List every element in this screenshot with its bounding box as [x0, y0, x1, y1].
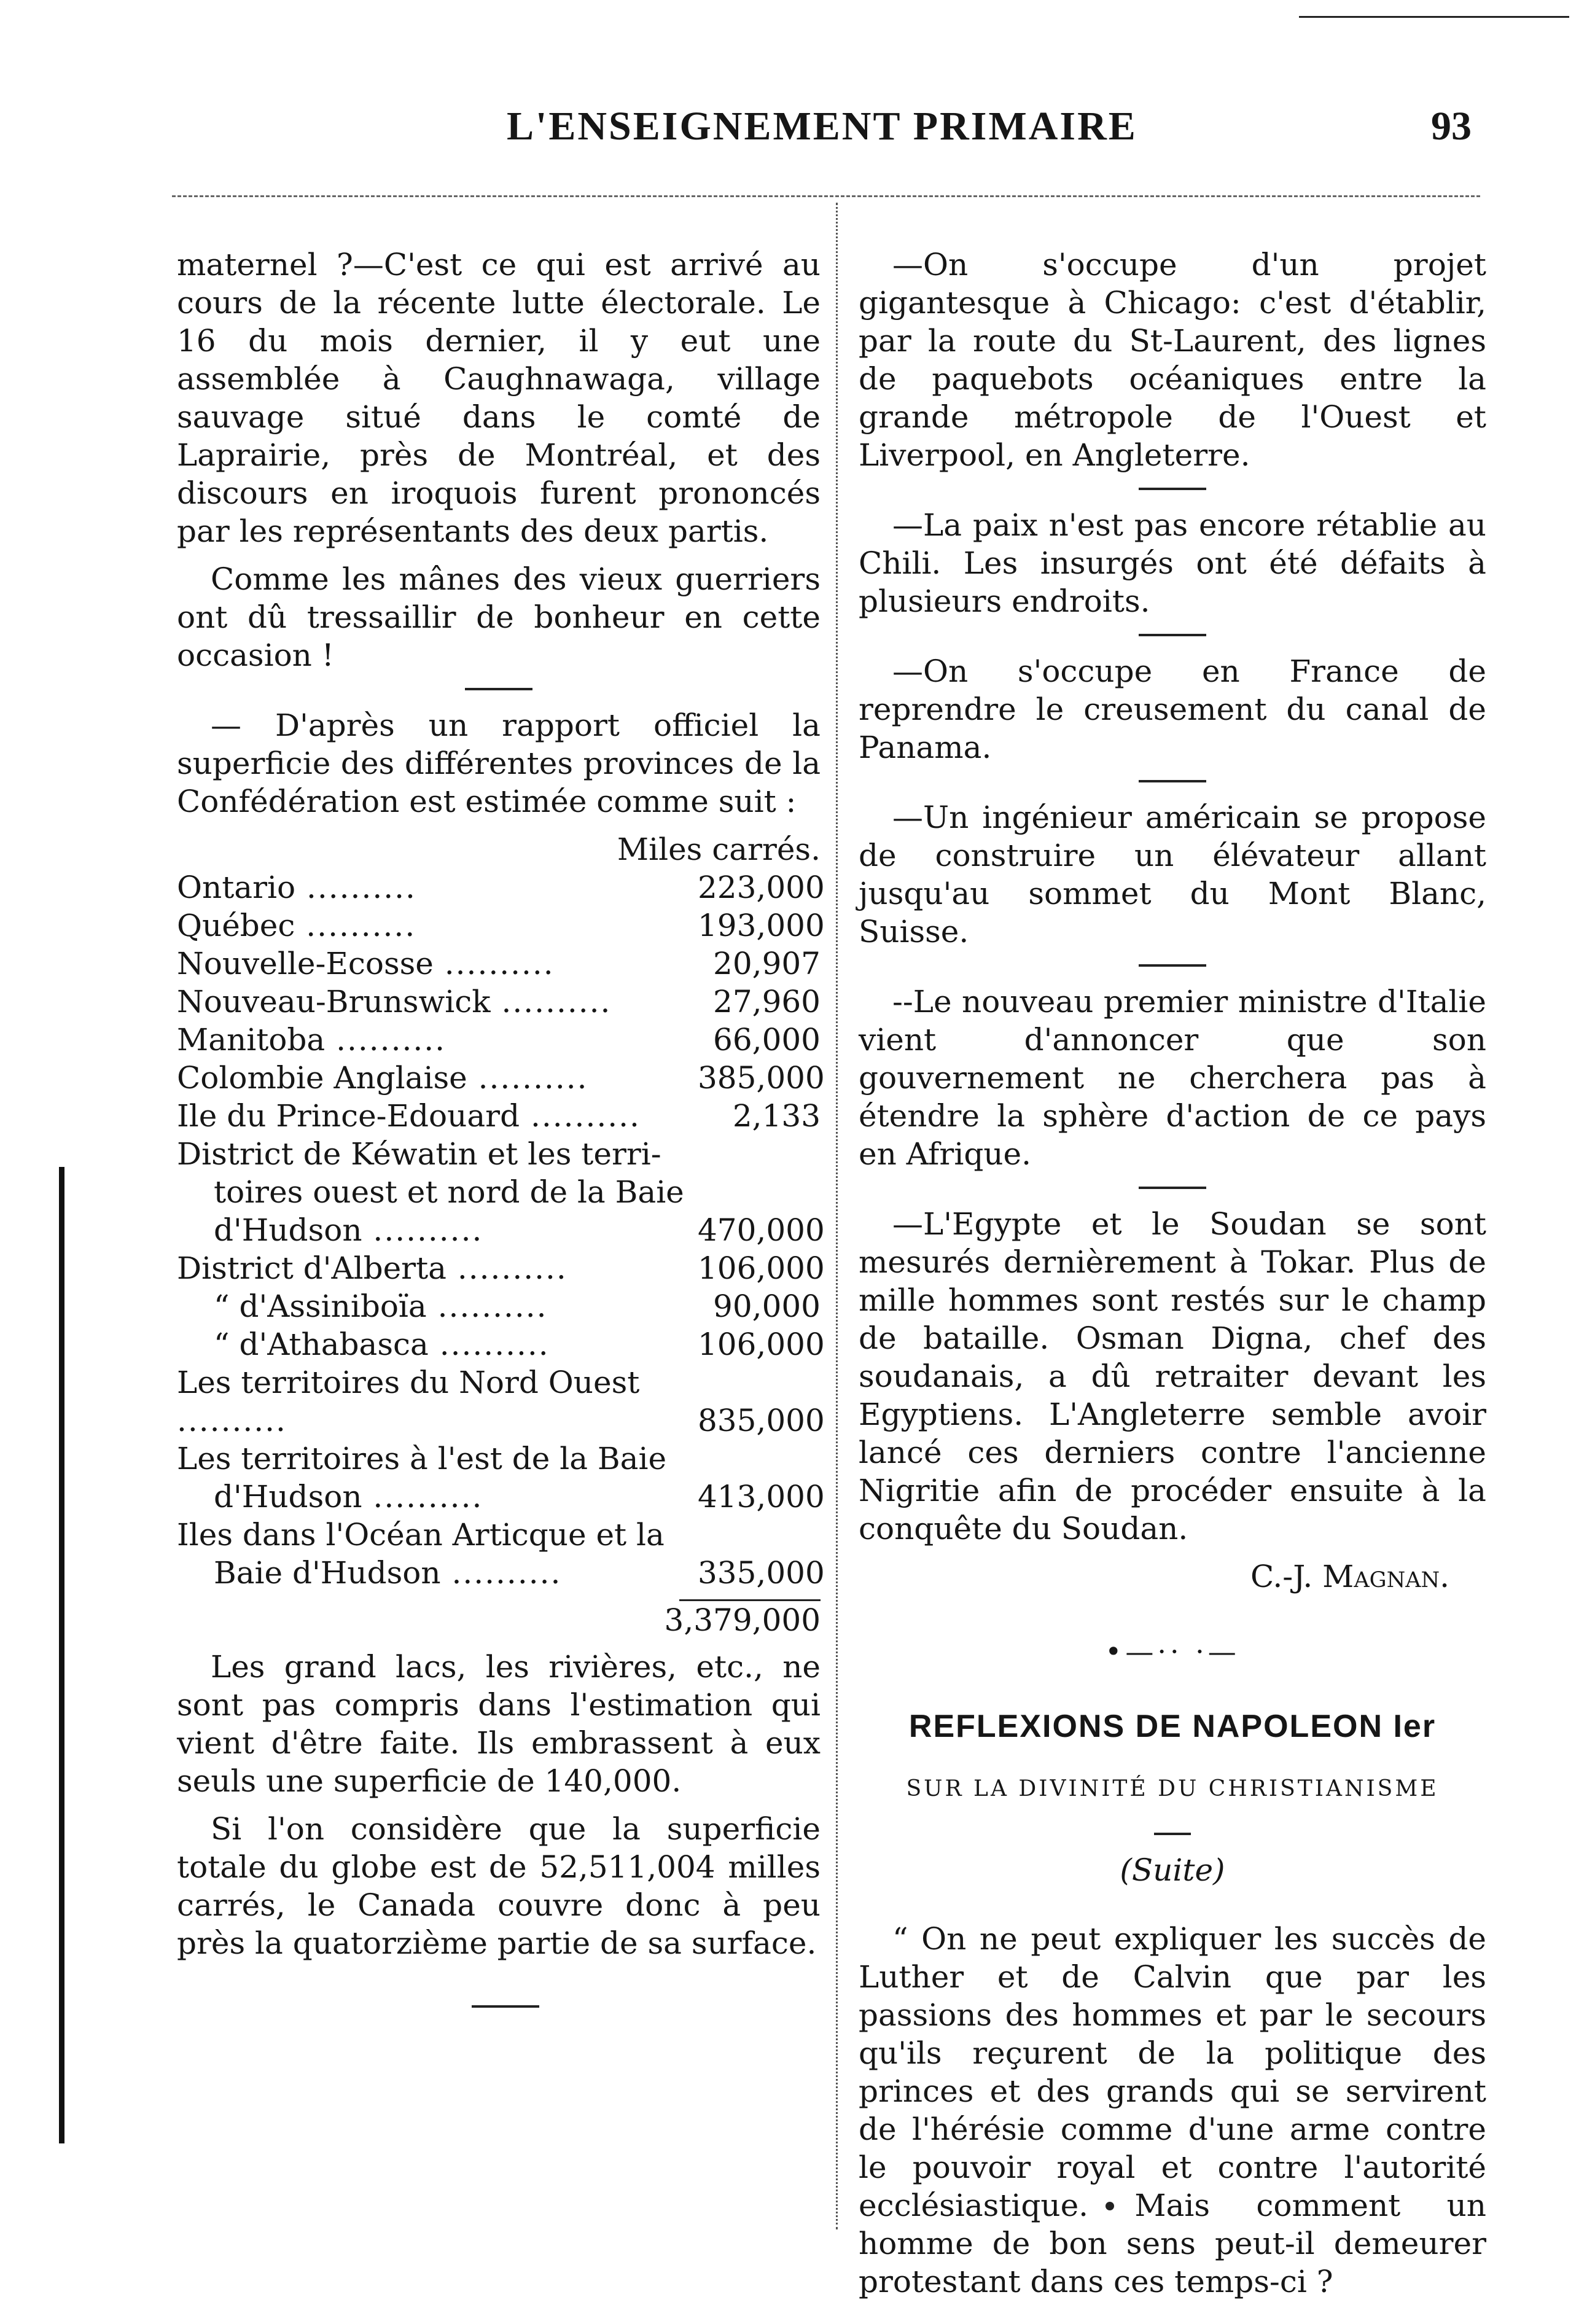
leader-dots: .......... — [177, 1403, 287, 1438]
region-name: Iles dans l'Océan Articque et la — [177, 1517, 665, 1553]
region-area: 385,000 — [698, 1060, 825, 1096]
table-row — [177, 907, 825, 945]
leader-dots: .......... — [295, 908, 416, 943]
region-name: d'Hudson .......... — [214, 1212, 483, 1248]
left-column — [177, 246, 825, 2008]
region-area: 106,000 — [698, 1250, 825, 1286]
section-title: REFLEXIONS DE NAPOLEON Ier — [908, 1709, 1437, 1744]
region-name: Manitoba .......... — [177, 1022, 447, 1058]
region-name: “ d'Athabasca .......... — [214, 1327, 550, 1362]
news-item: —L'Egypte et le Soudan se sont mesurés dernièrement à Tokar. Plus de mille hommes sont restés sur le champ de bataille. Osman Digna, chef des soudanais, a dû retraiter devant les Egyptiens. L'Angleterre semble avoir lancé ces derniers contre l'ancienne Nigritie afin de procéder ensuite à la conquête du Soudan. — [859, 1206, 1486, 1546]
region-name: Québec .......... — [177, 908, 416, 943]
table-row — [177, 1516, 821, 1554]
leader-dots: .......... — [440, 1555, 562, 1591]
separator-rule — [1139, 1187, 1206, 1189]
region-name: Les territoires du Nord Ouest .......... — [177, 1365, 640, 1438]
table-row — [177, 1554, 825, 1592]
news-item: —On s'occupe en France de reprendre le creusement du canal de Panama. — [859, 653, 1486, 765]
region-area: 20,907 — [713, 946, 821, 981]
news-item: —La paix n'est pas encore rétablie au Chili. Les insurgés ont été défaits à plusieurs endroits. — [859, 507, 1486, 619]
table-row — [177, 1135, 821, 1173]
table-row — [177, 1211, 825, 1249]
area-table — [177, 868, 825, 1592]
ornament: •—·· ·— — [1105, 1635, 1240, 1668]
table-row — [177, 1478, 825, 1516]
region-name: “ d'Assiniboïa .......... — [214, 1289, 548, 1324]
region-area: 66,000 — [713, 1022, 821, 1058]
region-name: d'Hudson .......... — [214, 1479, 483, 1515]
paragraph: maternel ?—C'est ce qui est arrivé au cours de la récente lutte électorale. Le 16 du mois dernier, il y eut une assemblée à Caughnawaga, village sauvage situé dans le comté de Laprairie, près de Montréal, et des discours en iroquois furent prononcés par les représentants des deux partis. — [177, 247, 821, 549]
news-item: —Un ingénieur américain se propose de construire un élévateur allant jusqu'au sommet du Mont Blanc, Suisse. — [859, 800, 1486, 949]
paragraph: Comme les mânes des vieux guerriers ont dû tressaillir de bonheur en cette occasion ! — [177, 561, 821, 673]
region-name: Nouvelle-Ecosse .......... — [177, 946, 555, 981]
separator-rule — [1139, 634, 1206, 636]
table-total: 3,379,000 — [664, 1602, 821, 1638]
header-rule — [172, 195, 1480, 197]
table-row — [177, 945, 821, 983]
table-row — [177, 1059, 825, 1097]
table-row — [177, 1249, 825, 1287]
page-header — [172, 103, 1511, 158]
region-area: 223,000 — [698, 870, 825, 905]
separator-rule — [1154, 1833, 1191, 1835]
region-name: Nouveau-Brunswick .......... — [177, 984, 612, 1020]
region-name: Les territoires à l'est de la Baie — [177, 1441, 667, 1476]
region-area: 335,000 — [698, 1555, 825, 1591]
leader-dots: .......... — [325, 1022, 447, 1058]
region-area: 470,000 — [698, 1212, 825, 1248]
leader-dots: .......... — [433, 946, 555, 981]
news-item: —On s'occupe d'un projet gigantesque à Chicago: c'est d'établir, par la route du St-Laurent, des lignes de paquebots océaniques entre la grande métropole de l'Ouest et Liverpool, en Angleterre. — [859, 247, 1486, 473]
paragraph: “ On ne peut expliquer les succès de Luther et de Calvin que par les passions des hommes et par le secours qu'ils reçurent de la politique des princes et des grands qui se servirent de l'hérésie comme d'une arme contre le pouvoir royal et contre l'autorité ecclésiastique. Mais comment un homme de bon sens peut-il demeurer protestant dans ces temps-ci ? — [859, 1921, 1486, 2299]
leader-dots: .......... — [295, 870, 416, 905]
table-row — [177, 868, 825, 907]
paragraph: Les grand lacs, les rivières, etc., ne sont pas compris dans l'estimation qui vient d'être faite. Ils embrassent à eux seuls une superficie de 140,000. — [177, 1649, 821, 1799]
leader-dots: .......... — [428, 1327, 550, 1362]
top-rule — [1299, 16, 1569, 18]
region-area: 90,000 — [713, 1289, 821, 1324]
region-name: District d'Alberta .......... — [177, 1250, 567, 1286]
table-row — [177, 983, 821, 1021]
table-row — [177, 1363, 825, 1440]
table-row — [177, 1287, 821, 1325]
news-item: --Le nouveau premier ministre d'Italie vient d'annoncer que son gouvernement ne cherchera pas à étendre la sphère d'action de ce pays en Afrique. — [859, 984, 1486, 1172]
table-row — [177, 1440, 821, 1478]
separator-rule — [465, 688, 532, 690]
separator-rule — [1139, 964, 1206, 967]
table-row — [177, 1021, 821, 1059]
leader-dots: .......... — [490, 984, 612, 1020]
region-name: District de Kéwatin et les terri- — [177, 1136, 661, 1172]
region-name: Baie d'Hudson .......... — [214, 1555, 562, 1591]
region-area: 2,133 — [732, 1098, 821, 1134]
paragraph: — D'après un rapport officiel la superficie des différentes provinces de la Confédération est estimée comme suit : — [177, 708, 821, 819]
region-area: 106,000 — [698, 1327, 825, 1362]
table-unit-header: Miles carrés. — [617, 832, 821, 867]
page-number: 93 — [1431, 104, 1472, 149]
region-area: 413,000 — [698, 1479, 825, 1515]
leader-dots: .......... — [520, 1098, 641, 1134]
leader-dots: .......... — [362, 1212, 483, 1248]
region-name: Ile du Prince-Edouard .......... — [177, 1098, 641, 1134]
signature: C.-J. Magnan. — [1250, 1559, 1449, 1594]
leader-dots: .......... — [362, 1479, 483, 1515]
separator-rule — [472, 2005, 539, 2008]
leader-dots: .......... — [426, 1289, 548, 1324]
region-name: toires ouest et nord de la Baie — [214, 1174, 684, 1210]
column-separator — [836, 203, 838, 2229]
region-area: 27,960 — [713, 984, 821, 1020]
running-title: L'ENSEIGNEMENT PRIMAIRE — [507, 104, 1137, 149]
table-row — [177, 1097, 821, 1135]
region-area: 193,000 — [698, 908, 825, 943]
separator-rule — [1139, 488, 1206, 490]
table-row — [177, 1173, 821, 1211]
suite-label: (Suite) — [1120, 1852, 1225, 1888]
leader-dots: .......... — [446, 1250, 567, 1286]
region-name: Ontario .......... — [177, 870, 416, 905]
region-name: Colombie Anglaise .......... — [177, 1060, 588, 1096]
table-row — [177, 1325, 825, 1363]
region-area: 835,000 — [698, 1403, 825, 1438]
margin-mark — [59, 1167, 64, 2143]
section-subtitle: SUR LA DIVINITÉ DU CHRISTIANISME — [906, 1776, 1439, 1801]
paragraph: Si l'on considère que la superficie totale du globe est de 52,511,004 milles carrés, le Canada couvre donc à peu près la quatorzième partie de sa surface. — [177, 1811, 821, 1961]
right-column — [859, 246, 1486, 2310]
leader-dots: .......... — [467, 1060, 588, 1096]
separator-rule — [1139, 780, 1206, 782]
